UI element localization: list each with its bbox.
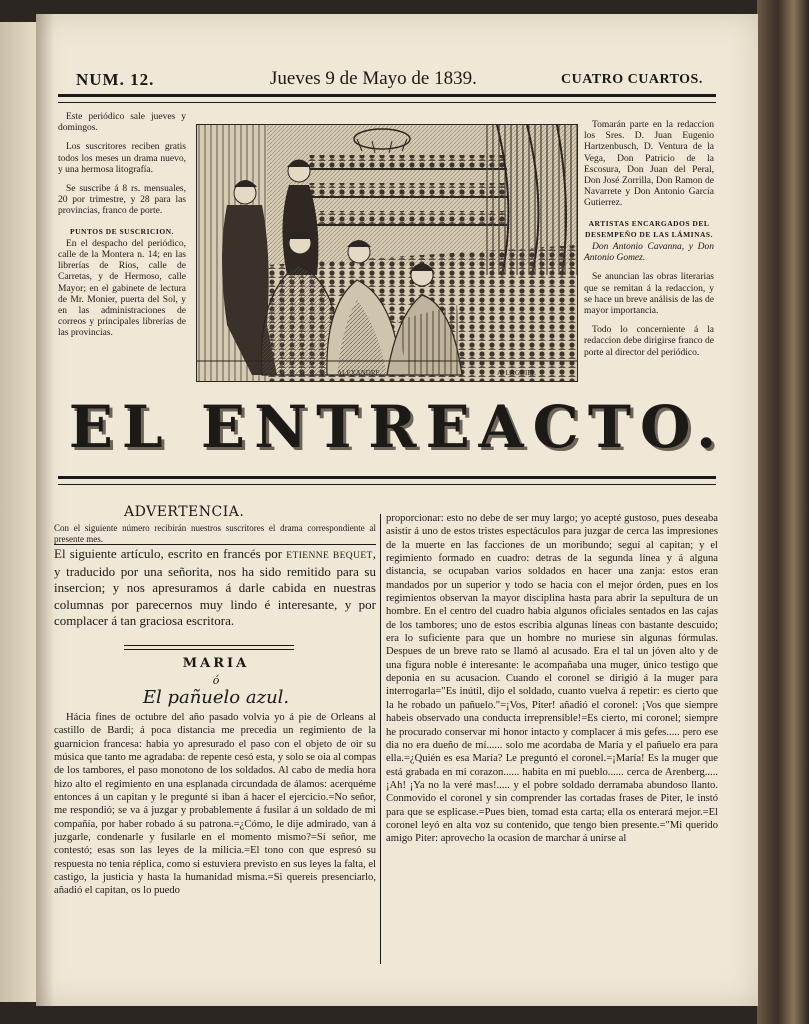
intro-paragraph bbox=[54, 546, 376, 629]
subscribers-note: Los suscritores reciben gratis todos los meses un drama nuevo, y una hermosa litografía. bbox=[58, 142, 186, 175]
newspaper-page bbox=[36, 14, 758, 1006]
author-name: ETIENNE BEQUET bbox=[286, 551, 373, 561]
newspaper-title: EL ENTREACTO. bbox=[68, 393, 726, 461]
points-note: En el despacho del periódico, calle de la Montera n. 14; en las librerías de Rios, calle de Carretas, y de Hermoso, calle Mayor; en el gabinete de lectura de Mr. Monier, puerta del Sol, y en las administraciones de correos y principales librerías de las provincias. bbox=[58, 238, 186, 339]
story-left-column bbox=[54, 711, 376, 898]
engraver-signature-left: ALEXANDRE bbox=[337, 369, 380, 377]
title-rule bbox=[58, 476, 716, 485]
issue-price: CUATRO CUARTOS. bbox=[561, 72, 703, 87]
left-info-column bbox=[58, 112, 186, 348]
price-note: Se suscribe á 8 rs. mensuales, 20 por trimestre, y 28 para las provincias, franco de porte. bbox=[58, 184, 186, 217]
column-divider bbox=[380, 514, 381, 964]
points-heading: PUNTOS DE SUSCRICION. bbox=[70, 226, 174, 236]
advertencia-rule bbox=[54, 544, 376, 545]
editors-note: Tomarán parte en la redaccion los Sres. D. Juan Eugenio Hartzenbusch, D. Ventura de la Vega, Don Patricio de la Escosura, Don Juan del Peral, Don José Zorrilla, Don Ramon de Navarrete y Don Antonio García Gutierrez. bbox=[584, 120, 714, 209]
ornament-rule bbox=[124, 645, 294, 650]
story-subtitle: El pañuelo azul. bbox=[142, 687, 290, 708]
engraver-signature-right: A. LAGNIEL bbox=[497, 369, 536, 377]
artists-heading: ARTISTAS ENCARGADOS DEL DESEMPEÑO DE LAS LÁMINAS. bbox=[585, 218, 713, 239]
story-left-text: Hácia fines de octubre del año pasado volvia yo á pie de Orleans al castillo de Bardi; á poca distancia me precedia un regimiento de la guarnicion francesa: habia yo apresurado el paso con el objeto de oir su música que tanto me agradaba: de repente cesó esta, y solo se oia al compas de los tambores, el paso monotono de los soldados. Al cabo de media hora hizo alto el regimiento en una esplanada circundada de álamos: acerquéme entonces á un capitan y le pregunté si iban á hacer el ejercicio.=No señor, me respondió; se va á juzgar y probablemente á fusilar á un soldado de mi compañía, por haber robado á su patrona.=¿Cómo, le dije admirado, van á juzgarle, condenarle y fusilarle en el momento mismo?=Sí señor, me contestó; esas son las leyes de la milicia.=El tono con que espresó su respuesta no tenia réplica, como si estuviera previsto en sus leyes la falta, el castigo, la justicia y hasta la humanidad misma.=Si quereis presenciarlo, añadió el capitan, os lo puedo bbox=[54, 712, 376, 897]
literary-note: Se anuncian las obras literarias que se remitan á la redaccion, y se hace un breve análisis de las de mayor importancia. bbox=[584, 272, 714, 317]
issue-date: Jueves 9 de Mayo de 1839. bbox=[270, 68, 477, 89]
intro-text-end: , y traducido por una señorita, nos ha sido remitido para su insercion; y nos apresuramos á darle cabida en nuestras columnas por parecernos muy lindo é interesante, y por complacer á tan graciosa escritora. bbox=[54, 546, 376, 628]
page-crease bbox=[36, 14, 54, 1006]
story-title: MARIA bbox=[182, 656, 250, 671]
frequency-note: Este periódico sale jueves y domingos. bbox=[58, 112, 186, 134]
theatre-engraving bbox=[196, 124, 578, 382]
artists-names: Don Antonio Cavanna, y Don Antonio Gomez. bbox=[584, 242, 714, 264]
story-right-column bbox=[386, 512, 718, 846]
story-connector: ó bbox=[212, 674, 220, 687]
header-rule bbox=[58, 94, 716, 103]
intro-text-start: El siguiente artículo, escrito en francés por bbox=[54, 546, 283, 561]
correspondence-note: Todo lo concerniente á la redaccion debe dirigirse franco de porte al director del periódico. bbox=[584, 325, 714, 358]
right-info-column bbox=[584, 120, 714, 367]
facing-page-edge bbox=[0, 22, 36, 1002]
advertencia-heading: ADVERTENCIA. bbox=[124, 504, 245, 520]
issue-number: NUM. 12. bbox=[76, 70, 155, 89]
advertencia-note: Con el siguiente número recibirán nuestros suscritores el drama correspondiente al presente mes. bbox=[54, 523, 376, 544]
story-right-text: proporcionar: esto no debe de ser muy largo; yo acepté gustoso, pues deseaba asistir á uno de estos tristes espectáculos para juzgar de cerca las impresiones de la muerte en las facciones de un moribundo; seguí al capitan; y el regimiento formado en cuadro: detras de la segunda línea y á alguna distancia, se ocupaban varios soldados en hacer una zanja: estos eran mandados por un superior y todo se hacia con el mejor órden, pues en los regimientos observan la mayor disciplina hasta para abrir la sepultura de un hombre. En el centro del cuadro habia algunos oficiales sentados en las cajas de los tambores; uno de estos escribia algunas líneas con bastante descuido; era lo suficiente para que un hombre no muriese sin algunas fórmulas. Despues de un breve rato se llamó al acusado. Era el tal un jóven alto y de una figura noble é interesante: le acompañaba una muger, único testigo que deponia en su acusacion. Cuando el coronel se dirigió á la muger para interrogarla="Es inútil, dijo el soldado, cuanto vuelva á repetir: es cierto que la he robado un pañuelo."=¡Vos, Piter! añadió el coronel: ¡Vos que siempre habeis observado una conducta irreprensible!=Es cierto, mi coronel; siempre he procurado conservar mi honor intacto y complacer á mis gefes..... pero ese dia no era dueño de mí...... solo me acordaba de María y el pañuelo era para ella.=¿Quién es esa María? Le preguntó el coronel.=¡María! Es la muger que está grabada en mi corazon...... habita en mi pueblo...... cerca de Arenberg..... ¡Ah! ¡Ya no la veré mas!..... y el pobre soldado derramaba abundoso llanto. Conmovido el coronel y sin comprender las cortadas frases de Piter, le instó para que se esplicase.=Pues bien, tomad esta carta; ella os enterará mejor.=El coronel leyó en alta voz su contenido, que tengo bien presente.="Mi querido amigo Piter: aprovecho la ocasion de marchar á unirse al bbox=[386, 513, 718, 845]
book-edge bbox=[757, 0, 809, 1024]
theatre-scene-illustration bbox=[197, 125, 577, 381]
